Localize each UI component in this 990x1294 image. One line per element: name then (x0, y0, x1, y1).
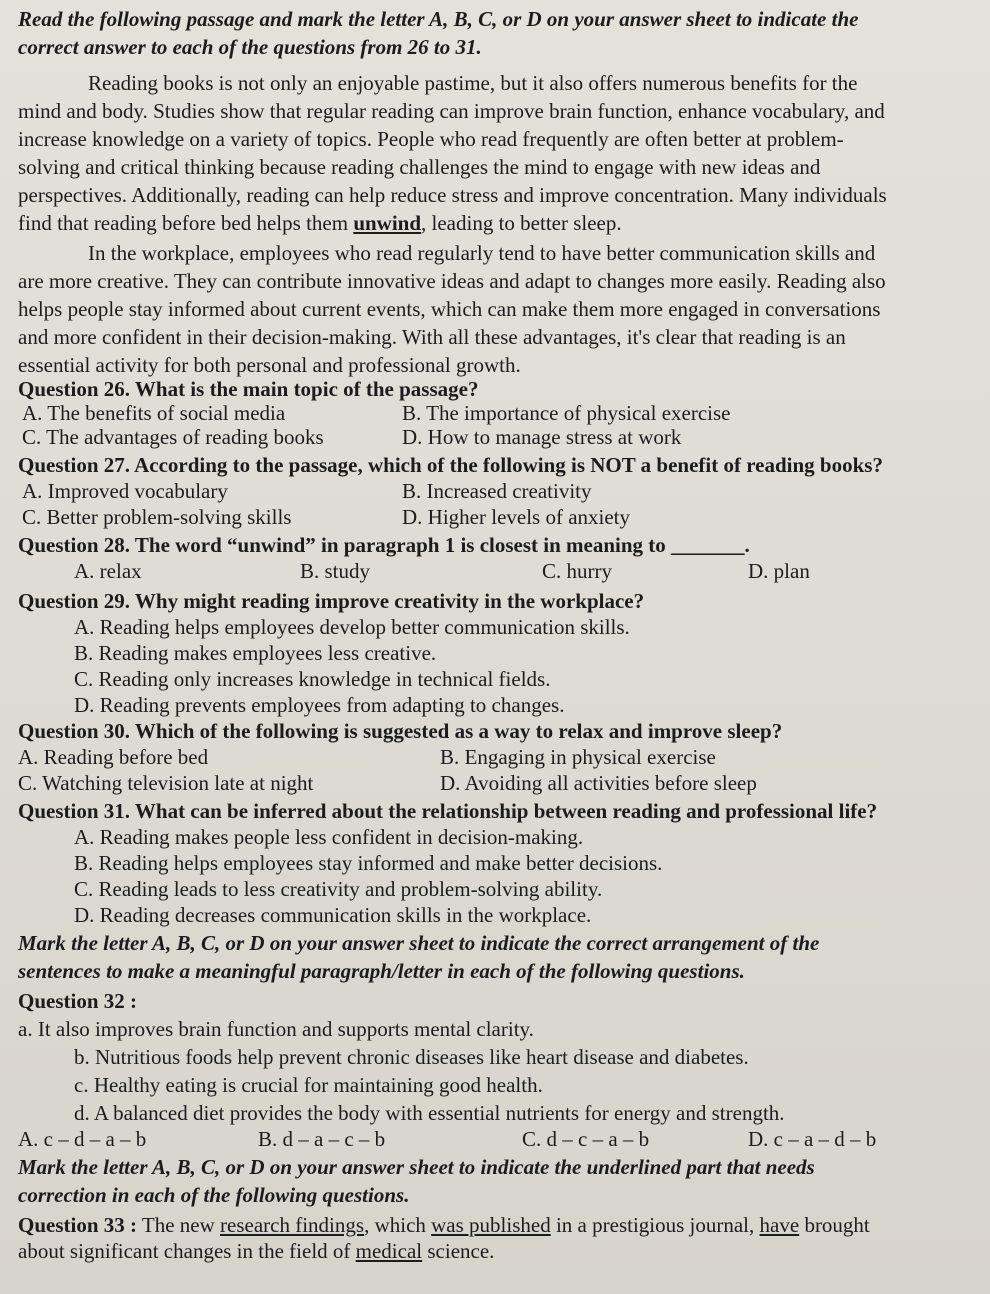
arrangement-instruction-line1: Mark the letter A, B, C, or D on your answer sheet to indicate the correct arrangement of the (18, 931, 820, 955)
q32-option-a[interactable]: A. c – d – a – b (18, 1127, 147, 1151)
q30-option-d[interactable]: D. Avoiding all activities before sleep (440, 771, 757, 795)
underlined-word-unwind: unwind (353, 211, 422, 235)
passage-p2-line3: helps people stay informed about current events, which can make them more engaged in conversations (18, 297, 881, 321)
q32-sentence-b: b. Nutritious foods help prevent chronic diseases like heart disease and diabetes. (74, 1045, 749, 1069)
q29-option-c[interactable]: C. Reading only increases knowledge in technical fields. (74, 667, 551, 691)
q32-sentence-a: a. It also improves brain function and supports mental clarity. (18, 1017, 534, 1041)
passage-p1-line4: solving and critical thinking because reading challenges the mind to engage with new ideas and (18, 155, 821, 179)
q32-sentence-d: d. A balanced diet provides the body with essential nutrients for energy and strength. (74, 1101, 785, 1125)
q26-option-a[interactable]: A. The benefits of social media (22, 401, 286, 425)
q33-text: brought (799, 1213, 870, 1237)
q28-stem: Question 28. The word “unwind” in paragraph 1 is closest in meaning to _______. (18, 533, 750, 557)
q33-underlined-have[interactable]: have (759, 1213, 800, 1237)
q33-text: about significant changes in the field of (18, 1239, 356, 1263)
q27-stem: Question 27. According to the passage, which of the following is NOT a benefit of reading books? (18, 453, 883, 477)
q27-option-a[interactable]: A. Improved vocabulary (22, 479, 228, 503)
q31-option-b[interactable]: B. Reading helps employees stay informed and make better decisions. (74, 851, 663, 875)
q29-stem: Question 29. Why might reading improve creativity in the workplace? (18, 589, 645, 613)
reading-instruction-line2: correct answer to each of the questions from 26 to 31. (18, 35, 482, 59)
q30-option-a[interactable]: A. Reading before bed (18, 745, 209, 769)
q30-stem: Question 30. Which of the following is suggested as a way to relax and improve sleep? (18, 719, 783, 743)
q33-underlined-research-findings[interactable]: research findings (220, 1213, 365, 1237)
passage-p2-line2: are more creative. They can contribute innovative ideas and adapt to changes more easily. Reading also (18, 269, 886, 293)
q28-option-a[interactable]: A. relax (74, 559, 142, 583)
q31-option-a[interactable]: A. Reading makes people less confident in decision-making. (74, 825, 584, 849)
passage-p1-line6 (18, 210, 622, 236)
arrangement-instruction-line2: sentences to make a meaningful paragraph/letter in each of the following questions. (18, 959, 745, 983)
q33-text: science. (422, 1239, 495, 1263)
q33-underlined-was-published[interactable]: was published (431, 1213, 551, 1237)
q29-option-b[interactable]: B. Reading makes employees less creative. (74, 641, 437, 665)
q29-option-a[interactable]: A. Reading helps employees develop better communication skills. (74, 615, 630, 639)
q31-option-c[interactable]: C. Reading leads to less creativity and problem-solving ability. (74, 877, 603, 901)
passage-p2-line5: essential activity for both personal and professional growth. (18, 353, 521, 377)
correction-instruction-line1: Mark the letter A, B, C, or D on your answer sheet to indicate the underlined part that needs (18, 1155, 815, 1179)
correction-instruction-line2: correction in each of the following questions. (18, 1183, 410, 1207)
q28-option-d[interactable]: D. plan (748, 559, 810, 583)
q27-option-c[interactable]: C. Better problem-solving skills (22, 505, 292, 529)
q32-option-c[interactable]: C. d – c – a – b (522, 1127, 650, 1151)
q27-option-d[interactable]: D. Higher levels of anxiety (402, 505, 631, 529)
passage-text: , leading to better sleep. (421, 211, 622, 235)
passage-p1-line2: mind and body. Studies show that regular reading can improve brain function, enhance vocabulary, and (18, 99, 885, 123)
passage-p2-line1: In the workplace, employees who read regularly tend to have better communication skills and (88, 241, 876, 265)
q26-option-b[interactable]: B. The importance of physical exercise (402, 401, 731, 425)
q28-option-b[interactable]: B. study (300, 559, 371, 583)
q26-option-d[interactable]: D. How to manage stress at work (402, 425, 682, 449)
reading-instruction-line1: Read the following passage and mark the letter A, B, C, or D on your answer sheet to indicate the (18, 7, 859, 31)
q32-sentence-c: c. Healthy eating is crucial for maintaining good health. (74, 1073, 543, 1097)
passage-p2-line4: and more confident in their decision-making. With all these advantages, it's clear that reading is an (18, 325, 846, 349)
q33-underlined-medical[interactable]: medical (355, 1239, 423, 1263)
q31-stem: Question 31. What can be inferred about the relationship between reading and professional life? (18, 799, 878, 823)
q28-option-c[interactable]: C. hurry (542, 559, 612, 583)
q33-line1 (18, 1212, 870, 1238)
q29-option-d[interactable]: D. Reading prevents employees from adapting to changes. (74, 693, 565, 717)
q33-text: , which (364, 1213, 432, 1237)
q30-option-b[interactable]: B. Engaging in physical exercise (440, 745, 716, 769)
q26-stem: Question 26. What is the main topic of the passage? (18, 377, 479, 401)
q30-option-c[interactable]: C. Watching television late at night (18, 771, 314, 795)
q33-text: in a prestigious journal, (550, 1213, 760, 1237)
q32-option-b[interactable]: B. d – a – c – b (258, 1127, 386, 1151)
passage-text: find that reading before bed helps them (18, 211, 354, 235)
q33-line2 (18, 1238, 494, 1264)
passage-p1-line5: perspectives. Additionally, reading can help reduce stress and improve concentration. Many individuals (18, 183, 887, 207)
q27-option-b[interactable]: B. Increased creativity (402, 479, 592, 503)
q32-title: Question 32 : (18, 989, 138, 1013)
q32-option-d[interactable]: D. c – a – d – b (748, 1127, 877, 1151)
q33-label: Question 33 : (18, 1213, 138, 1237)
passage-p1-line3: increase knowledge on a variety of topics. People who read frequently are often better at problem- (18, 127, 844, 151)
q31-option-d[interactable]: D. Reading decreases communication skills in the workplace. (74, 903, 592, 927)
q26-option-c[interactable]: C. The advantages of reading books (22, 425, 324, 449)
passage-p1-line1: Reading books is not only an enjoyable pastime, but it also offers numerous benefits for the (88, 71, 858, 95)
q33-text: The new (137, 1213, 221, 1237)
